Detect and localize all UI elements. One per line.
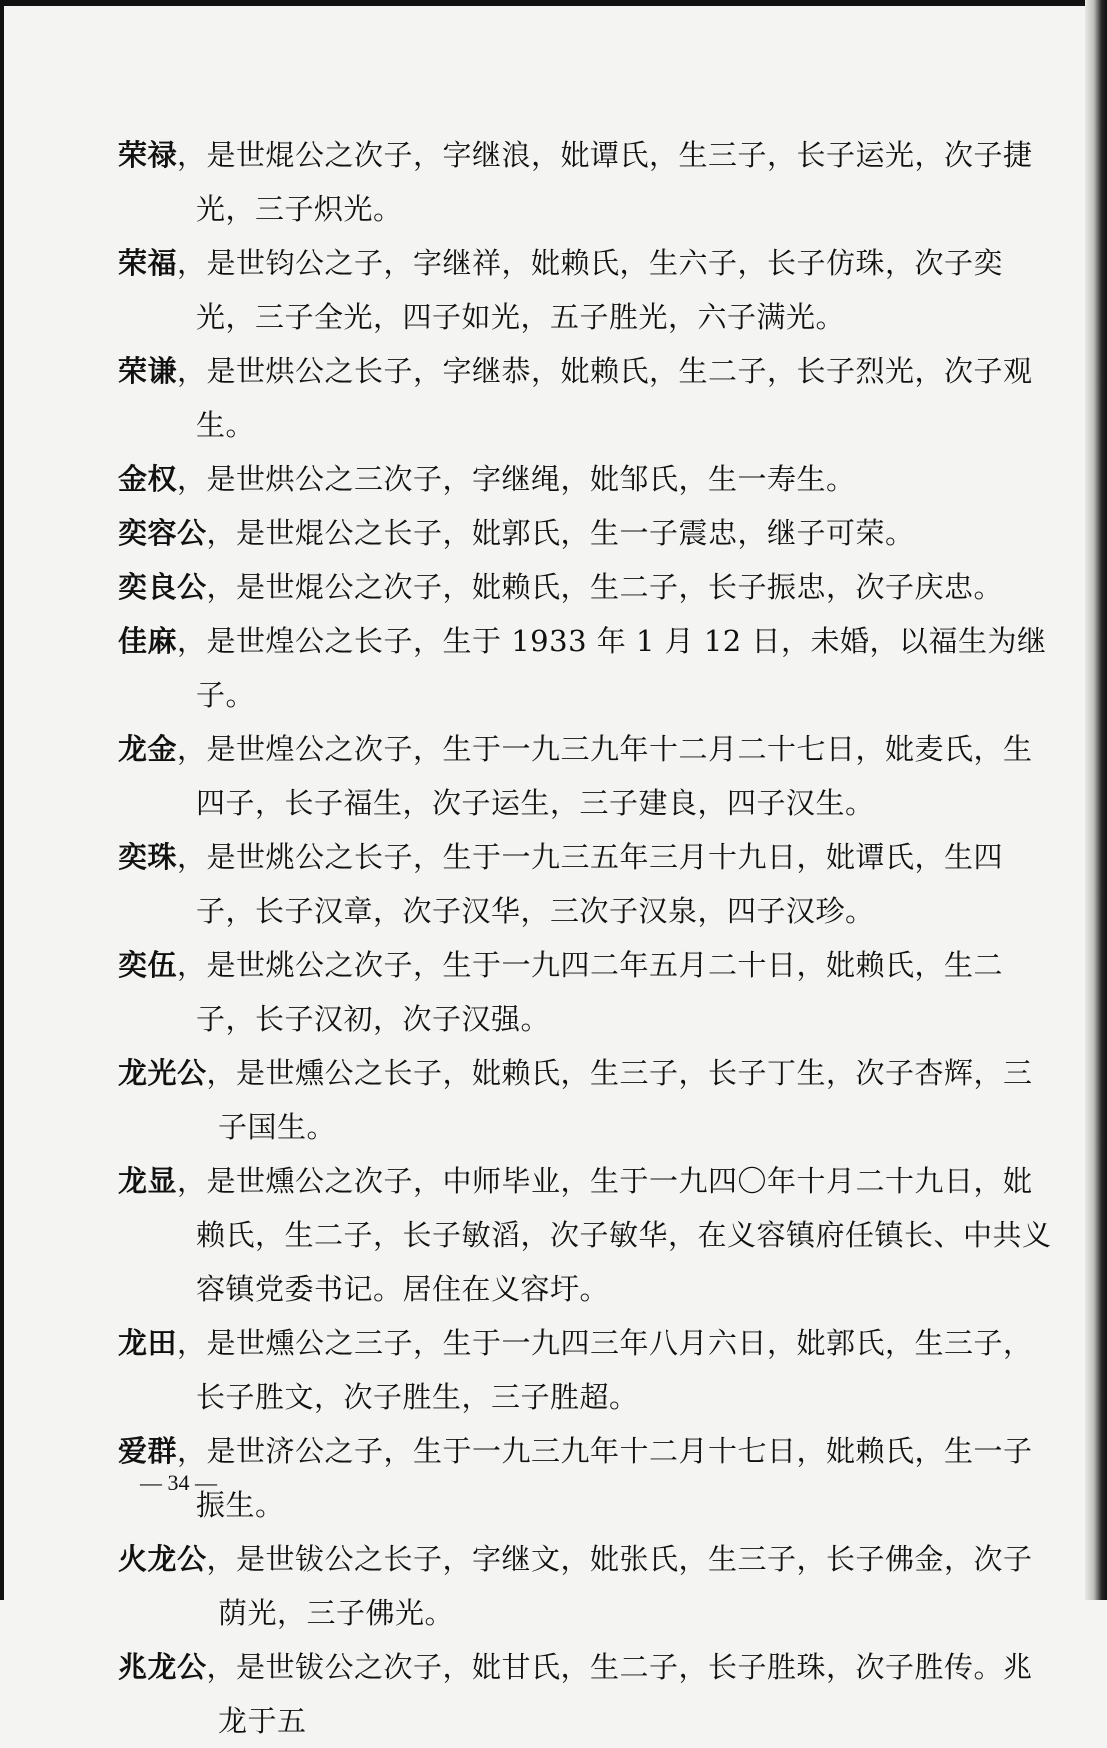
scan-border-right [1085,0,1107,1600]
entry [118,452,1053,506]
entry [118,830,1053,938]
entry-name: 爱群 [118,1434,178,1468]
entry-text: ，是世焜公之长子，妣郭氏，生一子震忠，继子可荣。 [206,516,915,550]
entry [118,560,1053,614]
entry-text: ，是世燻公之次子，中师毕业，生于一九四〇年十月二十九日，妣赖氏，生二子，长子敏滔，次子敏华，在义容镇府任镇长、中共义容镇党委书记。居住在义容圩。 [177,1164,1052,1306]
entry-name: 奕珠 [118,840,178,874]
entry-text: ，是世烘公之长子，字继恭，妣赖氏，生二子，长子烈光，次子观生。 [177,354,1033,442]
page-number: — 34 — [140,1470,217,1495]
entry [118,722,1053,830]
entry-text: ，是世燻公之长子，妣赖氏，生三子，长子丁生，次子杏辉，三子国生。 [206,1056,1033,1144]
entry-name: 金权 [118,462,178,496]
entry [118,938,1053,1046]
entry-name: 奕良公 [118,570,207,604]
entry-text: ，是世焜公之次子，妣赖氏，生二子，长子振忠，次子庆忠。 [206,570,1004,604]
entry [118,1424,1053,1532]
entry-name: 奕容公 [118,516,207,550]
entry-name: 奕伍 [118,948,178,982]
entry-text: ，是世燻公之三子，生于一九四三年八月六日，妣郭氏，生三子，长子胜文，次子胜生，三子胜超。 [177,1326,1033,1414]
entry-name: 火龙公 [118,1542,207,1576]
entry [118,128,1053,236]
entry-name: 荣福 [118,246,178,280]
entry-name: 龙光公 [118,1056,207,1090]
entry-text: ，是世钹公之长子，字继文，妣张氏，生三子，长子佛金，次子荫光，三子佛光。 [206,1542,1033,1630]
entry-name: 龙显 [118,1164,178,1198]
entry-text: ，是世烑公之长子，生于一九三五年三月十九日，妣谭氏，生四子，长子汉章，次子汉华，三次子汉泉，四子汉珍。 [177,840,1004,928]
entry [118,236,1053,344]
entry-text: ，是世钧公之子，字继祥，妣赖氏，生六子，长子仿珠，次子奕光，三子全光，四子如光，五子胜光，六子满光。 [177,246,1004,334]
entry-text: ，是世济公之子，生于一九三九年十二月十七日，妣赖氏，生一子振生。 [177,1434,1033,1522]
entry [118,1154,1053,1316]
entry [118,344,1053,452]
genealogy-text-body [118,128,1053,1748]
entry-name: 荣禄 [118,138,178,172]
entry [118,614,1053,722]
entry [118,506,1053,560]
entry-name: 荣谦 [118,354,178,388]
scan-border-left [0,0,4,1600]
entry-text: ，是世焜公之次子，字继浪，妣谭氏，生三子，长子运光，次子捷光，三子炽光。 [177,138,1033,226]
entry [118,1532,1053,1640]
entry [118,1640,1053,1748]
entry-name: 佳麻 [118,624,178,658]
entry [118,1046,1053,1154]
entry-text: ，是世钹公之次子，妣甘氏，生二子，长子胜珠，次子胜传。兆龙于五 [206,1650,1033,1738]
entry [118,1316,1053,1424]
entry-name: 龙金 [118,732,178,766]
entry-name: 兆龙公 [118,1650,207,1684]
entry-text: ，是世煌公之次子，生于一九三九年十二月二十七日，妣麦氏，生四子，长子福生，次子运生，三子建良，四子汉生。 [177,732,1033,820]
entry-text: ，是世烘公之三次子，字继绳，妣邹氏，生一寿生。 [177,462,856,496]
entry-text: ，是世烑公之次子，生于一九四二年五月二十日，妣赖氏，生二子，长子汉初，次子汉强。 [177,948,1004,1036]
entry-name: 龙田 [118,1326,178,1360]
entry-text: ，是世煌公之长子，生于 1933 年 1 月 12 日，未婚，以福生为继子。 [177,624,1047,712]
scan-border-top [0,0,1107,6]
